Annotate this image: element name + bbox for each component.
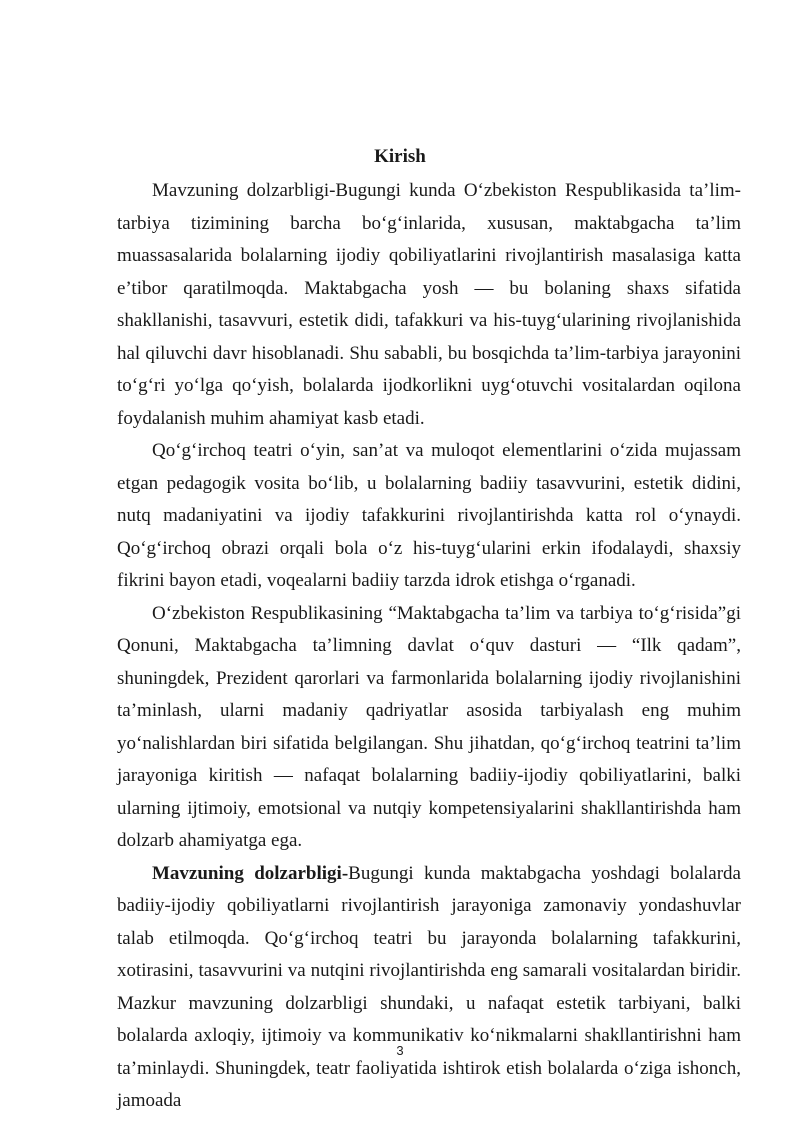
paragraph-text: Qo‘g‘irchoq teatri o‘yin, san’at va muloqot elementlarini o‘zida mujassam etgan pedagogik vosita bo‘lib, u bolalarning badiiy tasavvurini, estetik didini, nutq madaniyatini va ijodiy tafakkurini rivojlantirishda katta rol o‘ynaydi. Qo‘g‘irchoq obrazi orqali bola o‘z his-tuyg‘ularini erkin ifodalaydi, shaxsiy fikrini bayon etadi, voqealarni badiiy tarzda idrok etishga o‘rganadi. <box>117 440 741 591</box>
paragraph-2 <box>117 435 741 598</box>
paragraph-text: Mavzuning dolzarbligi-Bugungi kunda O‘zbekiston Respublikasida ta’lim-tarbiya tizimining barcha bo‘g‘inlarida, xususan, maktabgacha ta’lim muassasalarida bolalarning ijodiy qobiliyatlarini rivojlantirish masalasiga katta e’tibor qaratilmoqda. Maktabgacha yosh — bu bolaning shaxs sifatida shakllanishi, tasavvuri, estetik didi, tafakkuri va his-tuyg‘ularining rivojlanishida hal qiluvchi davr hisoblanadi. Shu sababli, bu bosqichda ta’lim-tarbiya jarayonini to‘g‘ri yo‘lga qo‘yish, bolalarda ijodkorlikni uyg‘otuvchi vositalardan oqilona foydalanish muhim ahamiyat kasb etadi. <box>117 180 741 429</box>
paragraph-1 <box>117 175 741 435</box>
paragraph-lead-bold: Mavzuning dolzarbligi- <box>152 862 349 884</box>
body-text <box>117 175 741 1118</box>
paragraph-text: Bugungi kunda maktabgacha yoshdagi bolalarda badiiy-ijodiy qobiliyatlarni rivojlantirish jarayoniga zamonaviy yondashuvlar talab etilmoqda. Qo‘g‘irchoq teatri bu jarayonda bolalarning tafakkurini, xotirasini, tasavvurini va nutqini rivojlantirishda eng samarali vositalardan biridir. Mazkur mavzuning dolzarbligi shundaki, u nafaqat estetik tarbiyani, balki bolalarda axloqiy, ijtimoiy va kommunikativ ko‘nikmalarni shakllantirishni ham ta’minlaydi. Shuningdek, teatr faoliyatida ishtirok etish bolalarda o‘ziga ishonch, jamoada <box>117 862 741 1111</box>
page-number: 3 <box>396 1043 404 1058</box>
paragraph-4 <box>117 858 741 1118</box>
paragraph-3 <box>117 598 741 858</box>
paragraph-text: O‘zbekiston Respublikasining “Maktabgacha ta’lim va tarbiya to‘g‘risida”gi Qonuni, Maktabgacha ta’limning davlat o‘quv dasturi — “Ilk qadam”, shuningdek, Prezident qarorlari va farmonlarida bolalarning ijodiy rivojlanishini ta’minlash, ularni madaniy qadriyatlar asosida tarbiyalash eng muhim yo‘nalishlardan biri sifatida belgilangan. Shu jihatdan, qo‘g‘irchoq teatrini ta’lim jarayoniga kiritish — nafaqat bolalarning badiiy-ijodiy qobiliyatlarini, balki ularning ijtimoiy, emotsional va nutqiy kompetensiyalarini shakllantirishda ham dolzarb ahamiyatga ega. <box>117 602 741 851</box>
section-title: Kirish <box>374 146 426 167</box>
